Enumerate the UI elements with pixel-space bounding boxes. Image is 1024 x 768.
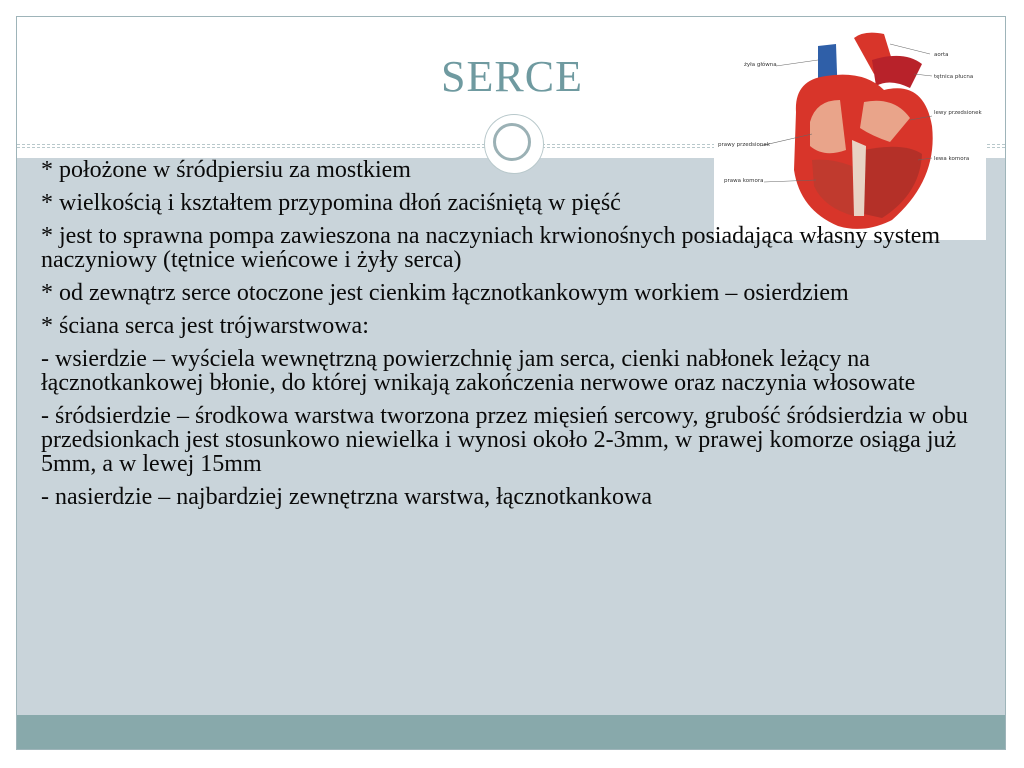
bullet-text: - wsierdzie – wyściela wewnętrzną powierzchnię jam serca, cienki nabłonek leżący na łącznotkankowej błonie, do której wnikają zakończenia nerwowe oraz naczynia włosowate <box>41 346 916 396</box>
bullet-text: * wielkością i kształtem przypomina dłoń zaciśniętą w pięść <box>41 190 621 216</box>
bullet-text: - nasierdzie – najbardziej zewnętrzna warstwa, łącznotkankowa <box>41 484 653 510</box>
bullet-text: - śródsierdzie – środkowa warstwa tworzona przez mięsień sercowy, grubość śródsierdzia w obu przedsionkach jest stosunkowo niewielka i wynosi około 2-3mm, w prawej komorze osiąga już 5mm, a w lewej 15mm <box>41 403 968 477</box>
label-aorta: aorta <box>934 52 949 58</box>
circle-ring <box>493 123 531 161</box>
footer-bar <box>17 715 1005 749</box>
label-right-atrium: prawy przedsionek <box>718 142 770 148</box>
label-right-ventricle: prawa komora <box>724 178 764 184</box>
bullet-text: * od zewnątrz serce otoczone jest cienkim łącznotkankowym workiem – osierdziem <box>41 280 849 306</box>
slide-content <box>41 158 971 518</box>
label-left-ventricle: lewa komora <box>934 156 970 162</box>
label-left-atrium: lewy przedsionek <box>934 110 982 116</box>
label-vein: żyła główna <box>744 62 777 68</box>
slide-title: SERCE <box>441 52 583 101</box>
pulmonary-vessel <box>872 56 922 88</box>
bullet-text: * ściana serca jest trójwarstwowa: <box>41 313 369 339</box>
label-pulmonary: tętnica płucna <box>934 74 974 80</box>
bullet-text: * jest to sprawna pompa zawieszona na naczyniach krwionośnych posiadająca własny system naczyniowy (tętnice wieńcowe i żyły serca) <box>41 223 941 273</box>
bullet-text: * położone w śródpiersiu za mostkiem <box>41 157 411 183</box>
